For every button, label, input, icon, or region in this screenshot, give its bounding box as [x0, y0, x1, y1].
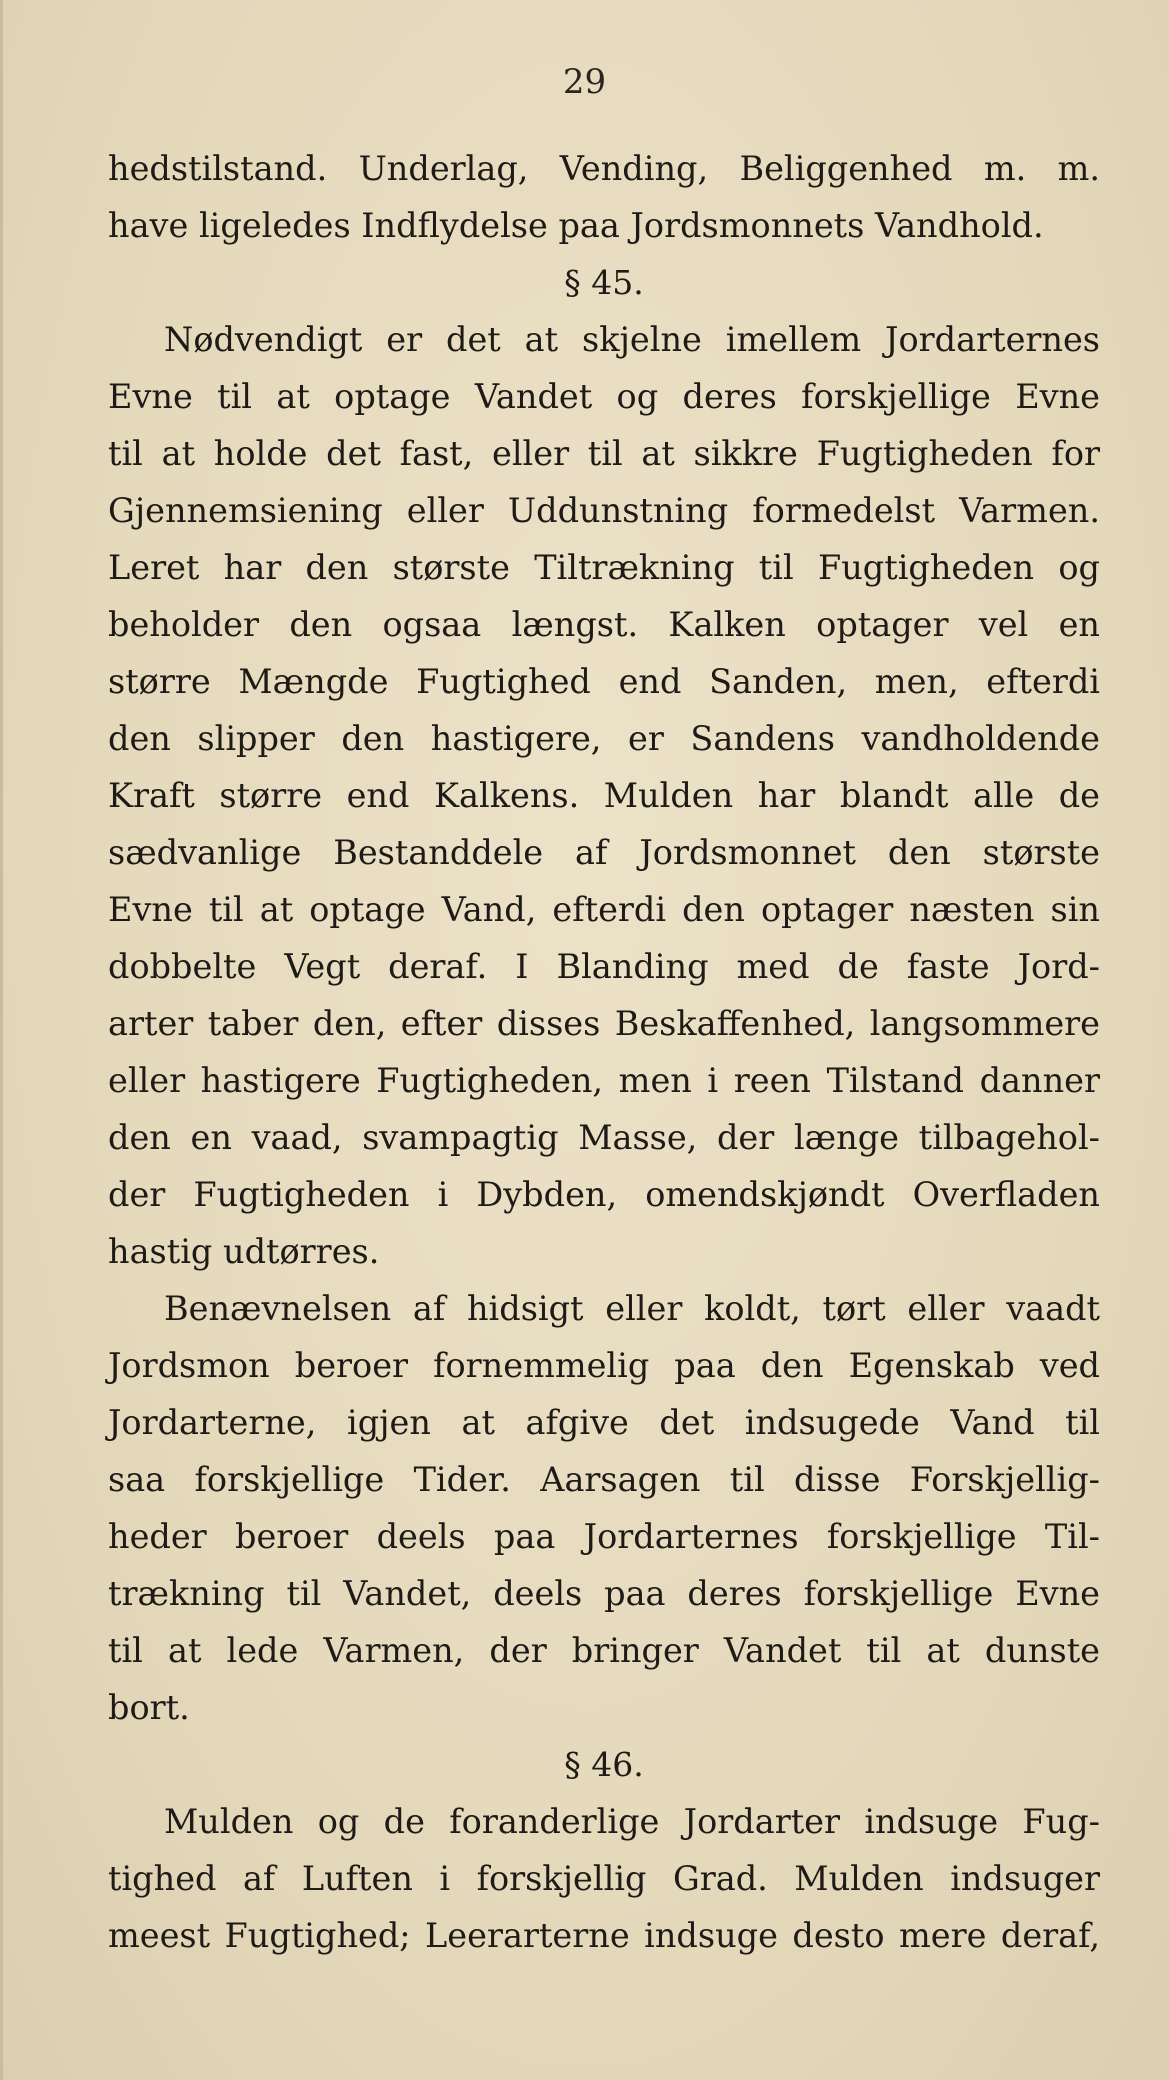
text-line: Nødvendigt er det at skjelne imellem Jordarternes [164, 320, 1100, 359]
section-heading: § 46. [564, 1745, 644, 1784]
text-line: dobbelte Vegt deraf. I Blanding med de faste Jord- [108, 947, 1100, 986]
text-line: til at lede Varmen, der bringer Vandet til at dunste [108, 1631, 1100, 1670]
text-line: Gjennemsiening eller Uddunstning formedelst Varmen. [108, 491, 1100, 530]
text-line: trækning til Vandet, deels paa deres forskjellige Evne [108, 1574, 1100, 1613]
text-line: eller hastigere Fugtigheden, men i reen Tilstand danner [108, 1061, 1100, 1100]
text-line: sædvanlige Bestanddele af Jordsmonnet den største [108, 833, 1100, 872]
section-heading: § 45. [564, 263, 644, 302]
text-line: Kraft større end Kalkens. Mulden har blandt alle de [108, 776, 1100, 815]
text-line: Mulden og de foranderlige Jordarter indsuge Fug- [164, 1802, 1100, 1841]
text-line: beholder den ogsaa længst. Kalken optager vel en [108, 605, 1100, 644]
text-line: bort. [108, 1688, 190, 1727]
text-line: hedstilstand. Underlag, Vending, Beliggenhed m. m. [108, 149, 1100, 188]
text-line: der Fugtigheden i Dybden, omendskjøndt Overfladen [108, 1175, 1100, 1214]
text-line: hastig udtørres. [108, 1232, 380, 1271]
text-line: den slipper den hastigere, er Sandens vandholdende [108, 719, 1100, 758]
text-line: Leret har den største Tiltrækning til Fugtigheden og [108, 548, 1100, 587]
text-line: Jordarterne, igjen at afgive det indsugede Vand til [108, 1403, 1100, 1442]
text-line: Evne til at optage Vand, efterdi den optager næsten sin [108, 890, 1100, 929]
text-line: Evne til at optage Vandet og deres forskjellige Evne [108, 377, 1100, 416]
text-line: tighed af Luften i forskjellig Grad. Mulden indsuger [108, 1859, 1100, 1898]
text-line: have ligeledes Indflydelse paa Jordsmonnets Vandhold. [108, 206, 1044, 245]
page-edge [0, 0, 3, 2080]
text-line: meest Fugtighed; Leerarterne indsuge desto mere deraf, [108, 1916, 1100, 1955]
text-line: heder beroer deels paa Jordarternes forskjellige Til- [108, 1517, 1100, 1556]
text-line: arter taber den, efter disses Beskaffenhed, langsommere [108, 1004, 1100, 1043]
text-line: Benævnelsen af hidsigt eller koldt, tørt eller vaadt [164, 1289, 1100, 1328]
page-number: 29 [562, 62, 607, 102]
text-line: til at holde det fast, eller til at sikkre Fugtigheden for [108, 434, 1100, 473]
text-line: saa forskjellige Tider. Aarsagen til disse Forskjellig- [108, 1460, 1100, 1499]
text-line: større Mængde Fugtighed end Sanden, men, efterdi [108, 662, 1100, 701]
text-line: den en vaad, svampagtig Masse, der længe tilbagehol- [108, 1118, 1100, 1157]
text-line: Jordsmon beroer fornemmelig paa den Egenskab ved [108, 1346, 1100, 1385]
body-text [108, 140, 1100, 1964]
